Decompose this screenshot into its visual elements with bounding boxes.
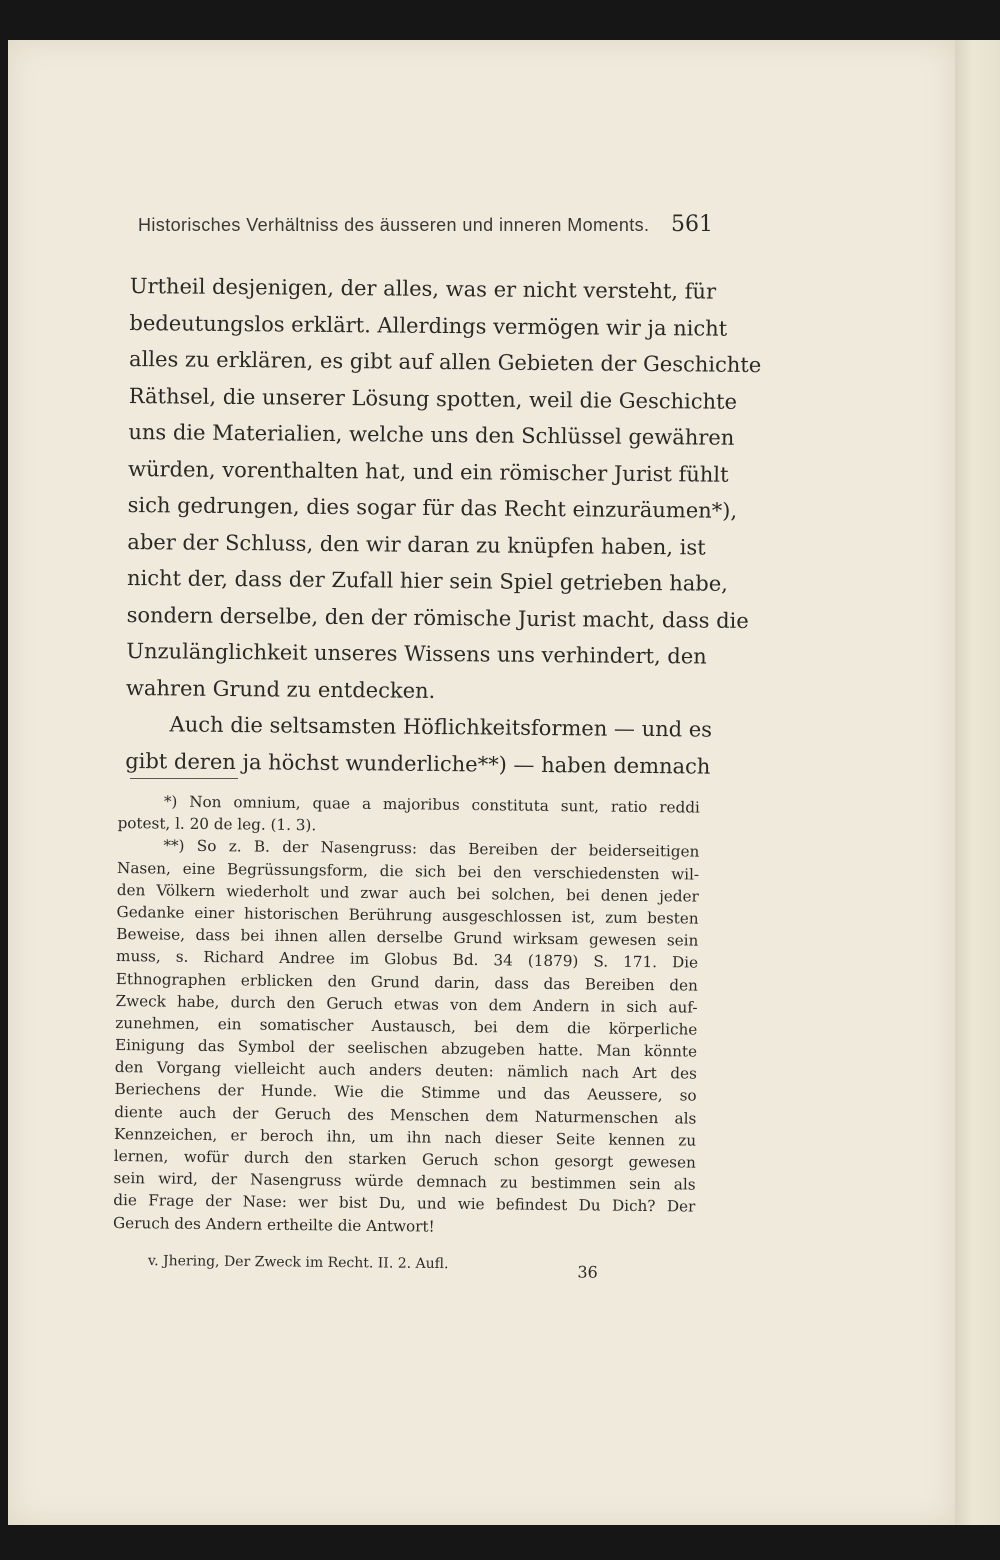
book-page	[8, 40, 955, 1525]
body-line: aber der Schluss, den wir daran zu knüpfen haben, ist	[127, 529, 706, 560]
body-line: bedeutungslos erklärt. Allerdings vermögen wir ja nicht	[129, 310, 728, 341]
body-line: gibt deren ja höchst wunderliche**) — haben demnach	[125, 748, 711, 779]
footnote-line: Ethnographen erblicken den Grund darin, dass das Bereiben den	[115, 969, 698, 995]
footnote-line: *) Non omnium, quae a majoribus constituta sunt, ratio reddi	[163, 792, 700, 817]
footnote-line: lernen, wofür durch den starken Geruch schon gesorgt gewesen	[113, 1146, 696, 1172]
body-line: Räthsel, die unserer Lösung spotten, weil die Geschichte	[128, 383, 738, 414]
footnote-line: Einigung das Symbol der seelischen abzugeben hatte. Man könnte	[115, 1036, 698, 1061]
footnotes	[113, 790, 700, 1240]
running-title: Historisches Verhältniss des äusseren und inneren Moments.	[138, 215, 650, 235]
footnote-line: die Frage der Nase: wer bist Du, und wie befindest Du Dich? Der	[113, 1191, 696, 1216]
body-line: Urtheil desjenigen, der alles, was er nicht versteht, für	[129, 273, 717, 304]
footnote-line: Gedanke einer historischen Berührung ausgeschlossen ist, zum besten	[116, 902, 699, 928]
printer-signature: v. Jhering, Der Zweck im Recht. II. 2. Aufl.	[147, 1252, 449, 1273]
body-line: sich gedrungen, dies sogar für das Recht einzuräumen*),	[127, 492, 738, 523]
footnote-line: Kennzeichen, er beroch ihn, um ihn nach dieser Seite kennen zu	[113, 1124, 697, 1150]
footnote-line: sein wird, der Nasengruss würde demnach zu bestimmen sein als	[113, 1169, 696, 1194]
footnote-line: Beriechens der Hunde. Wie die Stimme und das Aeussere, so	[114, 1080, 697, 1106]
footnote-line: Beweise, dass bei ihnen allen derselbe Grund wirksam gewesen sein	[116, 925, 699, 950]
body-line: Unzulänglichkeit unseres Wissens uns verhindert, den	[126, 638, 707, 669]
body-line: alles zu erklären, es gibt auf allen Gebieten der Geschichte	[129, 346, 762, 378]
footnote-line: Geruch des Andern ertheilte die Antwort!	[112, 1213, 435, 1236]
body-line: sondern derselbe, den der römische Jurist macht, dass die	[126, 602, 749, 633]
footnote-line: **) So z. B. der Nasengruss: das Bereiben der beiderseitigen	[163, 836, 700, 861]
body-text	[125, 268, 762, 785]
footnote-line: den Vorgang vielleicht auch anders deuten: nämlich nach Art des	[114, 1058, 697, 1083]
footnote-line: diente auch der Geruch des Menschen dem Naturmenschen als	[114, 1102, 697, 1128]
footnote-line: Nasen, eine Begrüssungsform, die sich bei den verschiedensten wil-	[117, 858, 700, 884]
footnote-rule	[130, 778, 238, 779]
body-line: uns die Materialien, welche uns den Schlüssel gewähren	[128, 419, 735, 450]
sheet-number: 36	[577, 1262, 598, 1282]
body-line: wahren Grund zu entdecken.	[125, 675, 436, 703]
page-edge	[955, 40, 1000, 1525]
page-number: 561	[671, 212, 713, 237]
footnote-line: den Völkern wiederholt und zwar auch bei solchen, bei denen jeder	[116, 880, 699, 906]
body-line: Auch die seltsamsten Höflichkeitsformen — und es	[169, 712, 713, 742]
footnote-line: potest, l. 20 de leg. (1. 3).	[117, 814, 317, 835]
footnote-line: Zweck habe, durch den Geruch etwas von dem Andern in sich auf-	[115, 991, 698, 1017]
body-line: würden, vorenthalten hat, und ein römischer Jurist fühlt	[127, 456, 729, 487]
footnote-line: zunehmen, ein somatischer Austausch, bei dem die körperliche	[115, 1013, 698, 1039]
footnote-line: muss, s. Richard Andree im Globus Bd. 34 (1879) S. 171. Die	[116, 947, 699, 972]
running-head	[138, 212, 713, 237]
body-line: nicht der, dass der Zufall hier sein Spiel getrieben habe,	[126, 565, 729, 596]
